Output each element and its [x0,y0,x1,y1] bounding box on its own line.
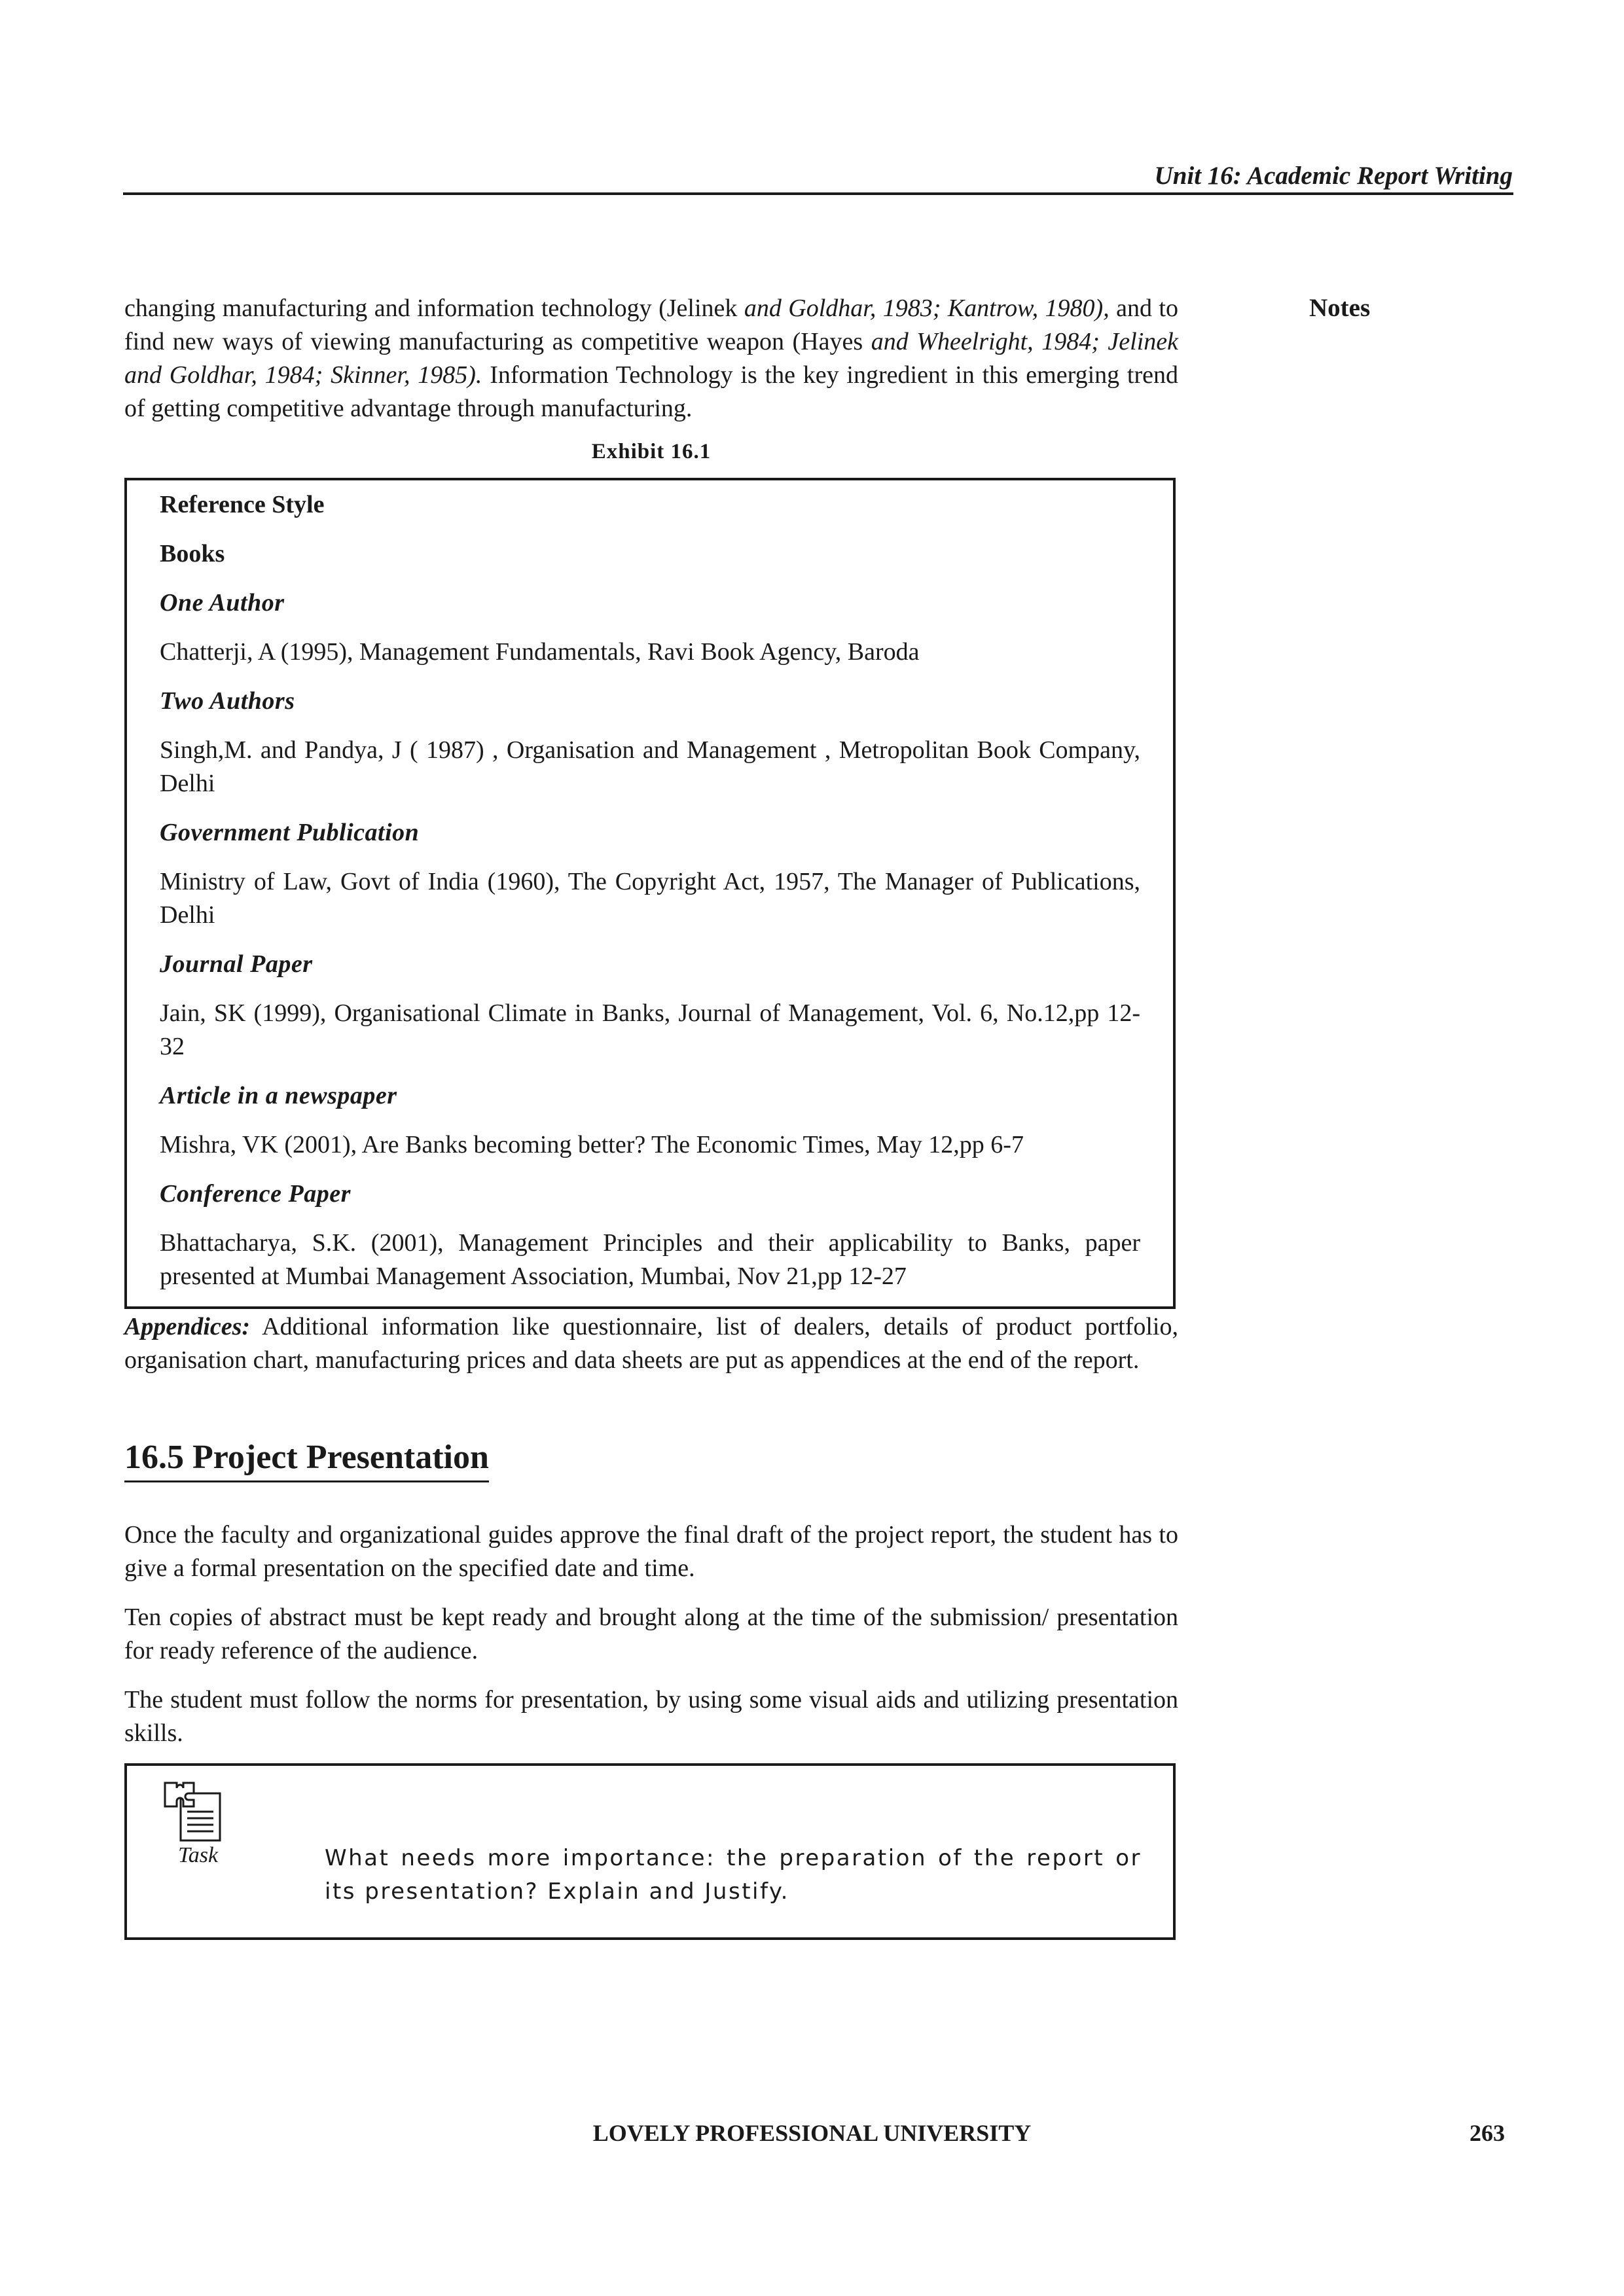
appendices-text: Additional information like questionnaire, list of dealers, details of product portfolio, organisation chart, manufacturing prices and data sheets are put as appendices at the end of the report. [124,1313,1178,1374]
appendices-paragraph [124,1310,1178,1377]
reference-list [160,488,1140,1309]
task-question: What needs more importance: the preparation of the report or its presentation? Explain and Justify. [325,1845,1142,1905]
intro-citation-1: and Goldhar, 1983; Kantrow, 1980), [744,295,1110,322]
reference-entry: Jain, SK (1999), Organisational Climate in Banks, Journal of Management, Vol. 6, No.12,pp 12-32 [160,999,1140,1060]
section-heading: 16.5 Project Presentation [124,1438,489,1482]
task-box [124,1763,1176,1940]
reference-entry: Mishra, VK (2001), Are Banks becoming better? The Economic Times, May 12,pp 6-7 [160,1131,1024,1158]
reference-heading: Article in a newspaper [160,1082,397,1109]
reference-heading: Journal Paper [160,950,313,978]
intro-text-1: changing manufacturing and information technology (Jelinek [124,295,744,322]
reference-heading: Books [160,540,225,567]
reference-heading: Conference Paper [160,1180,351,1208]
reference-entry: Bhattacharya, S.K. (2001), Management Principles and their applicability to Banks, paper presented at Mumbai Management Association, Mumbai, Nov 21,pp 12-27 [160,1229,1140,1290]
intro-text-2: and to find new ways of viewing manufacturing as competitive weapon (Hayes [124,295,1178,355]
page-number: 263 [1470,2120,1505,2146]
exhibit-caption: Exhibit 16.1 [591,440,712,463]
intro-text-3: Information Technology is the key ingredient in this emerging trend of getting competitive advantage through manufacturing. [124,361,1178,422]
section-paragraph: The student must follow the norms for presentation, by using some visual aids and utilizing presentation skills. [124,1686,1178,1747]
footer-university: LOVELY PROFESSIONAL UNIVERSITY [592,2120,1032,2146]
reference-heading: Government Publication [160,819,420,846]
reference-heading: One Author [160,589,285,617]
reference-entry: Chatterji, A (1995), Management Fundamentals, Ravi Book Agency, Baroda [160,638,920,666]
section-paragraph: Once the faculty and organizational guides approve the final draft of the project report, the student has to give a formal presentation on the specified date and time. [124,1521,1178,1582]
task-icon [161,1779,226,1844]
header-rule [123,192,1513,195]
margin-notes-label: Notes [1309,294,1371,322]
reference-entry: Ministry of Law, Govt of India (1960), The Copyright Act, 1957, The Manager of Publications, Delhi [160,868,1140,929]
reference-style-box [124,478,1176,1309]
reference-entry: Singh,M. and Pandya, J ( 1987) , Organisation and Management , Metropolitan Book Company, Delhi [160,736,1140,797]
section-paragraph: Ten copies of abstract must be kept ready and brought along at the time of the submission/ presentation for ready reference of the audience. [124,1604,1178,1664]
running-header-title: Unit 16: Academic Report Writing [1154,162,1513,190]
intro-paragraph [124,292,1178,425]
intro-citation-2: and Wheelright, 1984; Jelinek and Goldhar, 1984; Skinner, 1985). [124,328,1179,389]
reference-heading: Reference Style [160,491,325,518]
appendices-label: Appendices: [124,1313,251,1340]
task-label: Task [178,1843,219,1867]
reference-heading: Two Authors [160,687,295,715]
